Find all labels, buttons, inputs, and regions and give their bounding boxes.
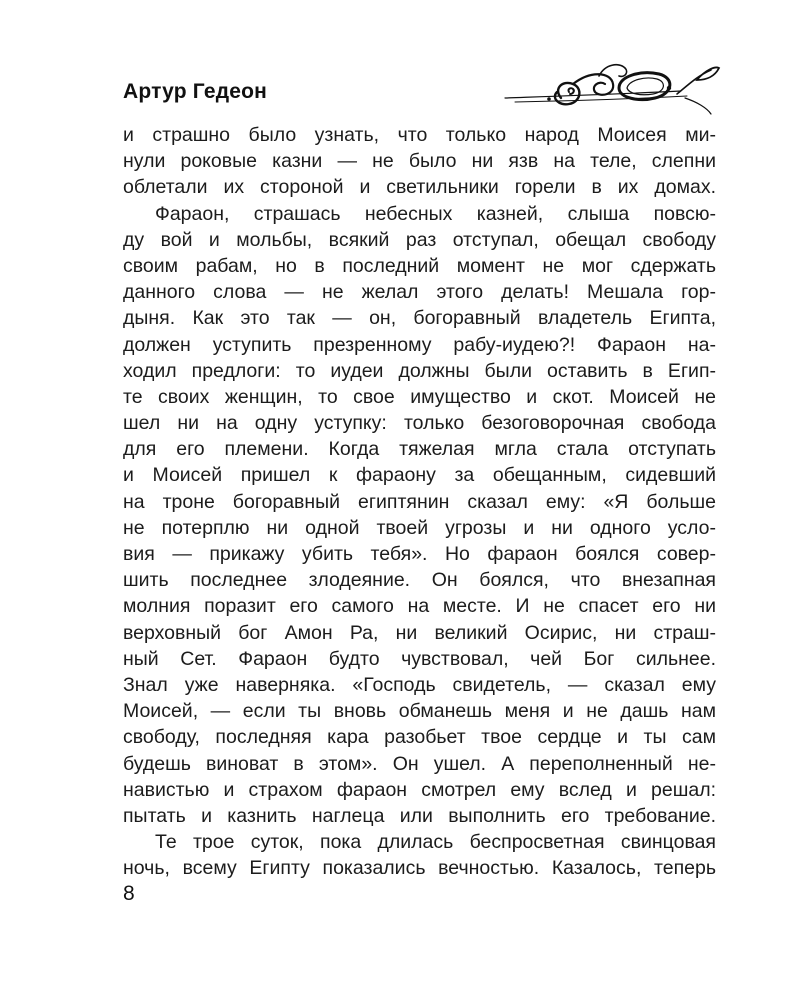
page-number: 8	[123, 882, 135, 905]
text-line: навистью и страхом фараон смотрел ему вслед и решал:	[123, 778, 716, 801]
text-line: Знал уже наверняка. «Господь свидетель, — сказал ему	[123, 673, 716, 696]
text-line: для его племени. Когда тяжелая мгла стала отступать	[123, 438, 716, 461]
page-header	[123, 58, 723, 118]
text-line: пытать и казнить наглеца или выполнить его требование.	[123, 804, 716, 827]
text-line-paragraph-start: Фараон, страшась небесных казней, слыша повсю-	[155, 202, 716, 225]
text-line: вия — прикажу убить тебя». Но фараон боялся совер-	[123, 543, 716, 565]
running-head-author: Артур Гедеон	[123, 80, 268, 103]
text-line-paragraph-start: Те трое суток, пока длилась беспросветная свинцовая	[155, 831, 716, 854]
text-line: Моисей, — если ты вновь обманешь меня и не дашь нам	[123, 700, 716, 723]
text-line: на троне богоравный египтянин сказал ему: «Я больше	[123, 490, 716, 513]
text-line: свободу, последняя кара разобьет твое сердце и ты сам	[123, 726, 716, 749]
text-line: шел ни на одну уступку: только безоговорочная свобода	[123, 412, 716, 435]
text-line: те своих женщин, то свое имущество и скот. Моисей не	[123, 385, 716, 408]
text-line: данного слова — не желал этого делать! Мешала гор-	[123, 281, 716, 304]
text-line: ду вой и мольбы, всякий раз отступал, обещал свободу	[123, 228, 716, 251]
decorative-flourish-icon	[501, 58, 723, 118]
text-line: должен уступить презренному рабу-иудею?! Фараон на-	[123, 333, 716, 356]
text-line: не потерплю ни одной твоей угрозы и ни одного усло-	[123, 516, 716, 539]
text-line: будешь виноват в этом». Он ушел. А переполненный не-	[123, 752, 716, 775]
text-line: своим рабам, но в последний момент не мог сдержать	[123, 254, 716, 277]
text-line: ночь, всему Египту показались вечностью. Казалось, теперь	[123, 857, 716, 880]
text-line: дыня. Как это так — он, богоравный владетель Египта,	[123, 307, 716, 330]
text-line: ный Сет. Фараон будто чувствовал, чей Бог сильнее.	[123, 647, 716, 670]
text-line: молния поразит его самого на месте. И не спасет его ни	[123, 595, 716, 618]
text-line: шить последнее злодеяние. Он боялся, что внезапная	[123, 569, 716, 592]
text-line: и страшно было узнать, что только народ Моисея ми-	[123, 124, 716, 146]
text-line: нули роковые казни — не было ни язв на теле, слепни	[123, 150, 716, 173]
text-line: ходил предлоги: то иудеи должны были оставить в Егип-	[123, 359, 716, 382]
text-line: и Моисей пришел к фараону за обещанным, сидевший	[123, 464, 716, 487]
text-line: верховный бог Амон Ра, ни великий Осирис, ни страш-	[123, 621, 716, 644]
text-line: облетали их стороной и светильники горели в их домах.	[123, 176, 716, 199]
body-text	[123, 122, 716, 881]
